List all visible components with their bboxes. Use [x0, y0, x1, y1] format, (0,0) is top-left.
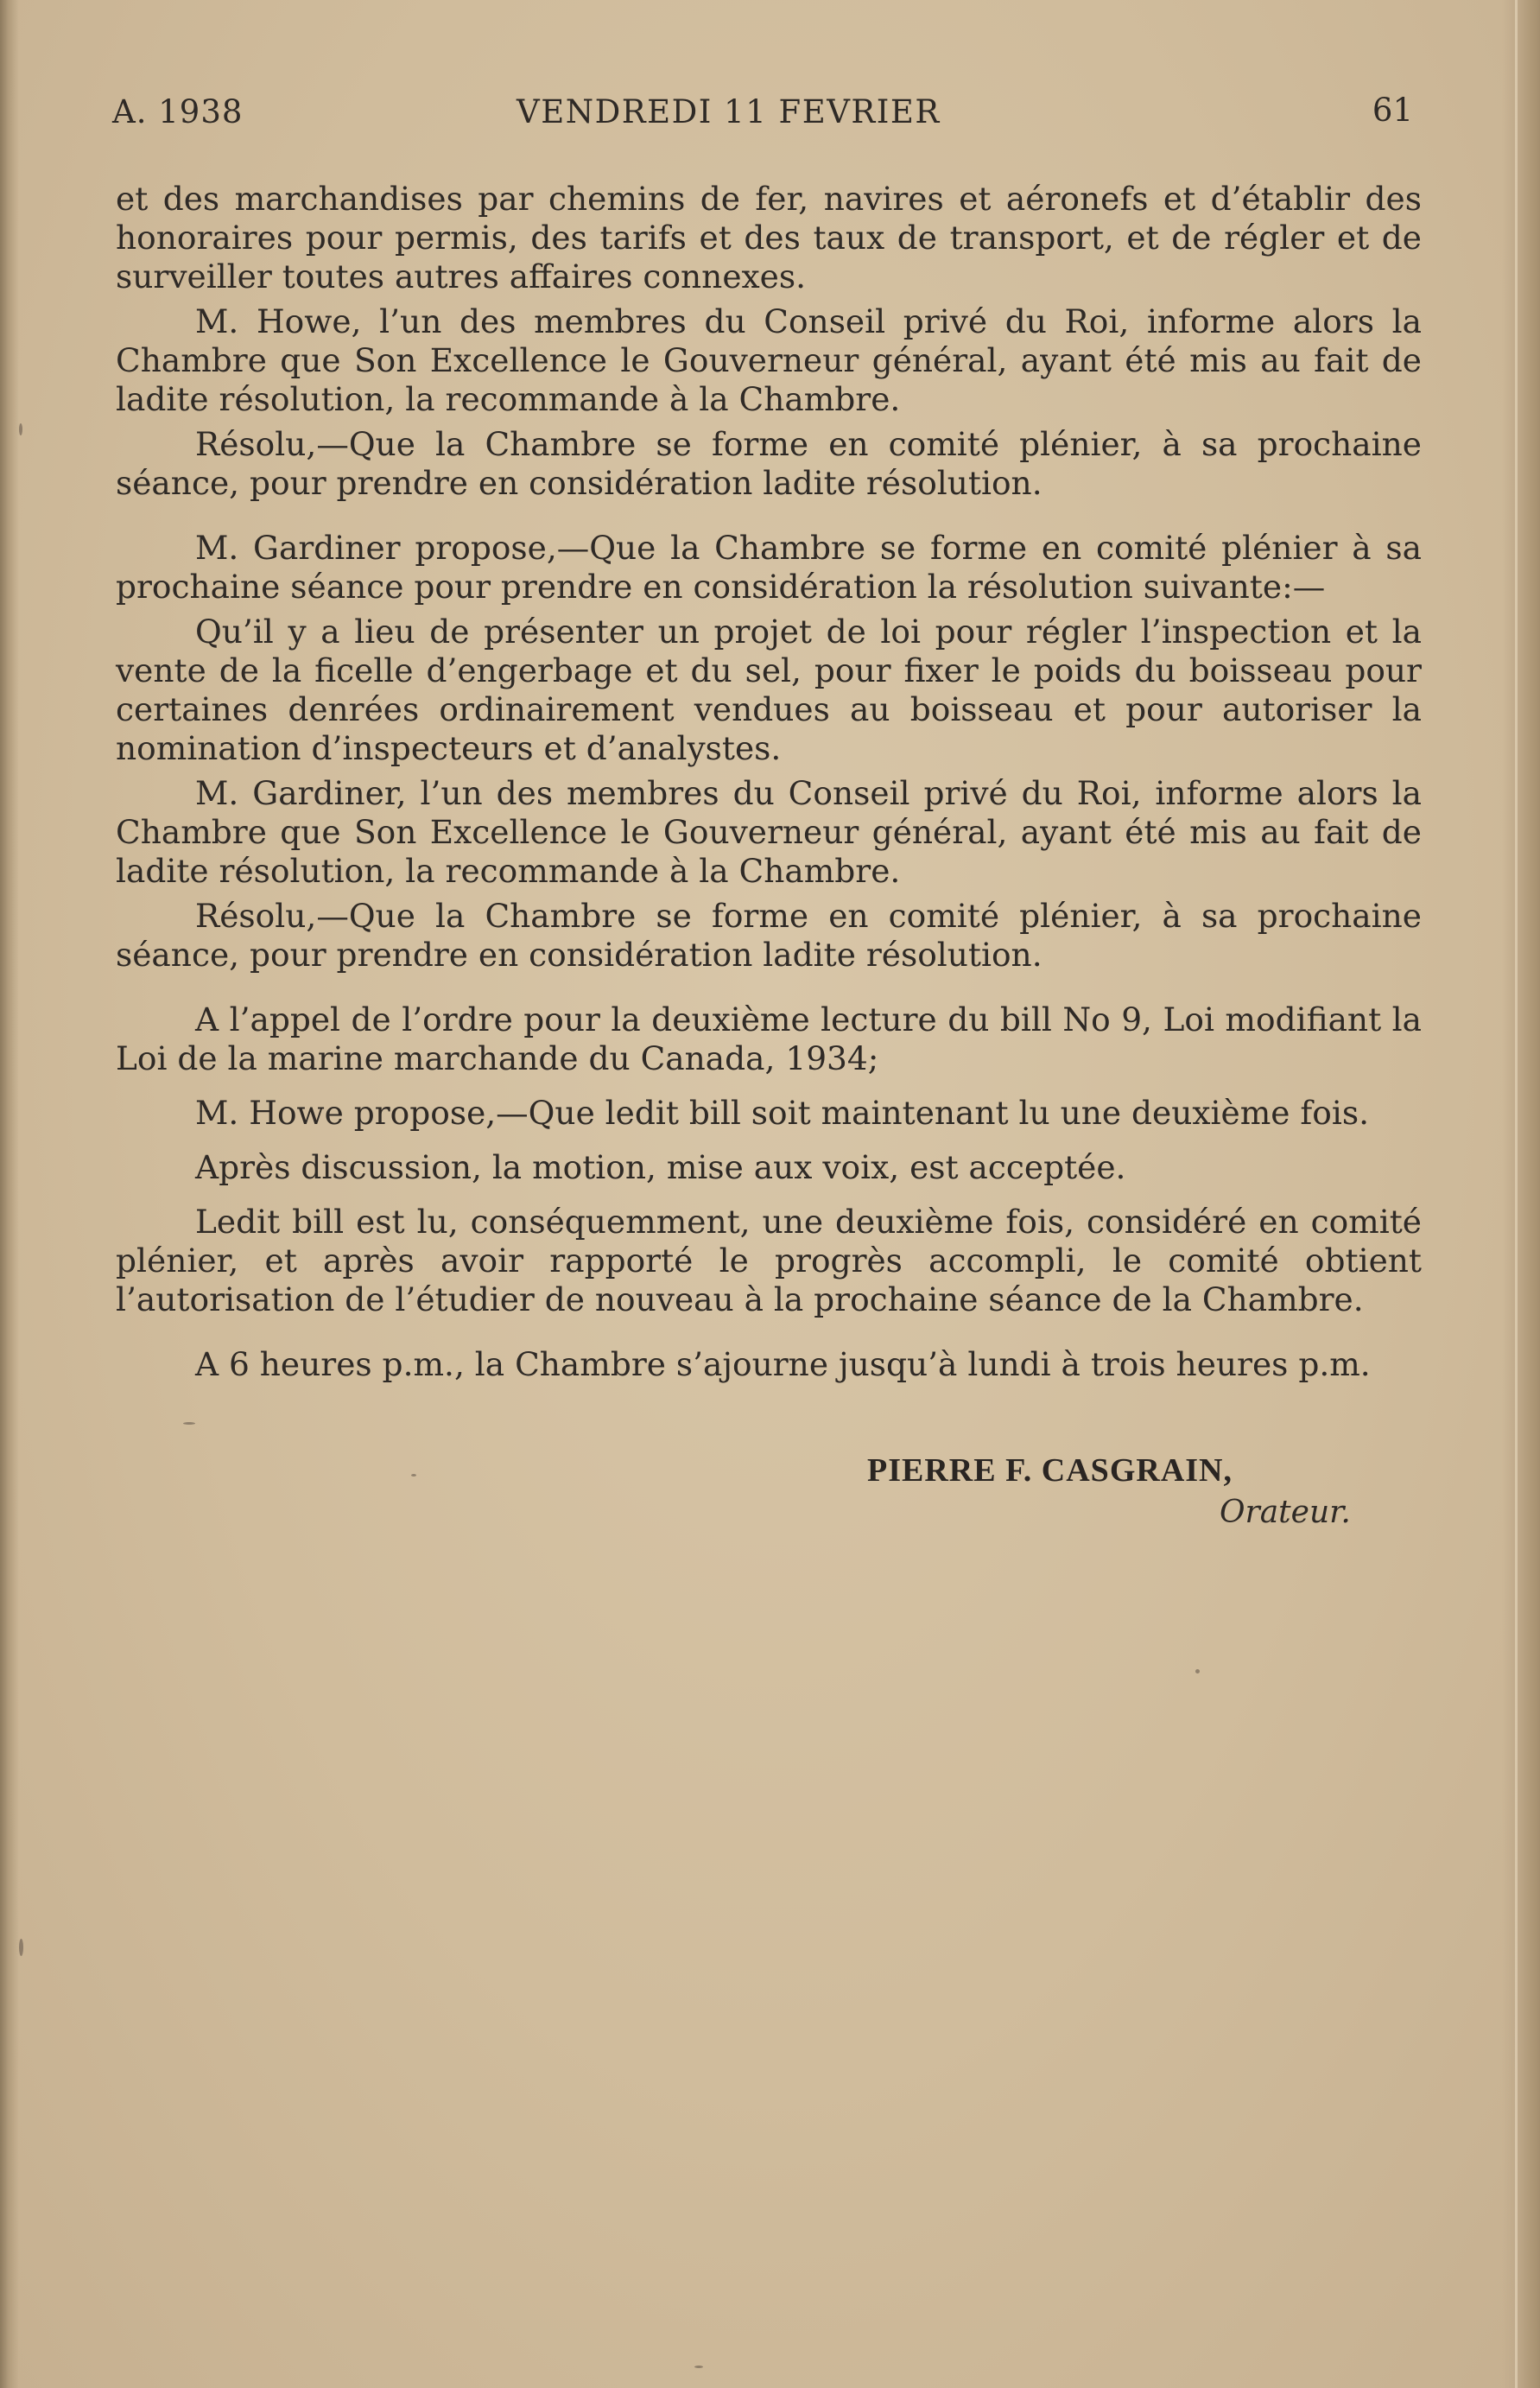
paragraph-gardiner-recommendation: M. Gardiner, l’un des membres du Conseil privé du Roi, informe alors la Chambre que Son Excellence le Gouverneur général, ayant été mis au fait de ladite résolution, la recommande à la Chambre.	[116, 774, 1422, 890]
paragraph-continuation: et des marchandises par chemins de fer, navires et aéronefs et d’établir des honoraires pour permis, des tarifs et des taux de transport, et de régler et de surveiller toutes autres affaires connexes.	[116, 180, 1422, 295]
speaker-name: PIERRE F. CASGRAIN,	[867, 1452, 1233, 1489]
paper-speck	[694, 2366, 703, 2368]
paragraph-motion-accepted: Après discussion, la motion, mise aux voix, est acceptée.	[195, 1148, 1126, 1186]
paragraph-resolution-1: Résolu,—Que la Chambre se forme en comité plénier, à sa prochaine séance, pour prendre en considération ladite résolution.	[116, 425, 1422, 502]
paragraph-second-reading: Ledit bill est lu, conséquemment, une deuxième fois, considéré en comité plénier, et après avoir rapporté le progrès accompli, le comité obtient l’autorisation de l’étudier de nouveau à la prochaine séance de la Chambre.	[116, 1203, 1422, 1318]
paragraph-howe-motion: M. Howe propose,—Que ledit bill soit maintenant lu une deuxième fois.	[195, 1094, 1369, 1132]
header-year: A. 1938	[112, 93, 244, 130]
page-edge-highlight	[1515, 0, 1518, 2388]
paper-speck	[183, 1422, 195, 1425]
header-date-title: VENDREDI 11 FEVRIER	[517, 93, 941, 130]
paragraph-howe-recommendation: M. Howe, l’un des membres du Conseil privé du Roi, informe alors la Chambre que Son Excellence le Gouverneur général, ayant été mis au fait de ladite résolution, la recommande à la Chambre.	[116, 302, 1422, 418]
paper-speck	[411, 1474, 416, 1477]
paragraph-gardiner-motion: M. Gardiner propose,—Que la Chambre se forme en comité plénier à sa prochaine séance pour prendre en considération la résolution suivante:—	[116, 529, 1422, 606]
body-text	[116, 180, 1422, 1384]
paper-speck	[1195, 1669, 1200, 1674]
binding-shadow	[0, 0, 19, 2388]
speaker-title: Orateur.	[1220, 1495, 1351, 1530]
paragraph-resolution-text: Qu’il y a lieu de présenter un projet de loi pour régler l’inspection et la vente de la ficelle d’engerbage et du sel, pour fixer le poids du boisseau pour certaines denrées ordinairement vendues au boisseau et pour autoriser la nomination d’inspecteurs et d’analystes.	[116, 613, 1422, 767]
paragraph-resolution-2: Résolu,—Que la Chambre se forme en comité plénier, à sa prochaine séance, pour prendre en considération ladite résolution.	[116, 897, 1422, 974]
page-edge	[1502, 0, 1540, 2388]
paper-speck	[19, 1939, 23, 1956]
page-number: 61	[1372, 92, 1413, 129]
paper-speck	[19, 423, 22, 435]
paragraph-bill-9-order: A l’appel de l’ordre pour la deuxième lecture du bill No 9, Loi modifiant la Loi de la marine marchande du Canada, 1934;	[116, 1000, 1422, 1077]
signature-block	[867, 1451, 1385, 1530]
running-header	[109, 88, 1413, 140]
paragraph-adjournment: A 6 heures p.m., la Chambre s’ajourne jusqu’à lundi à trois heures p.m.	[195, 1345, 1371, 1383]
